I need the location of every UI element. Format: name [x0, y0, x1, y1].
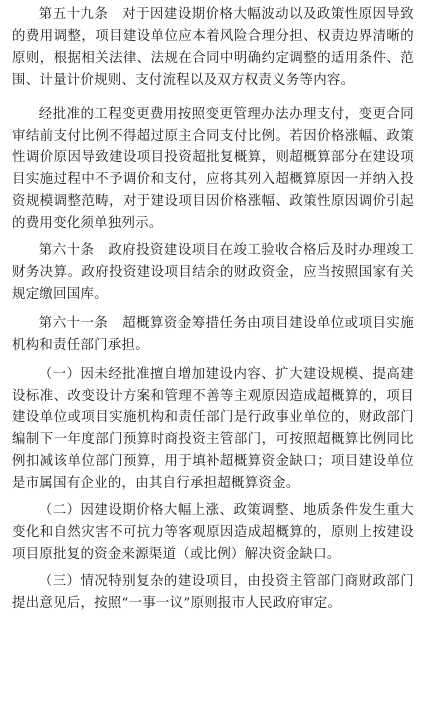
article-59-paragraph: 第五十九条 对于因建设期价格大幅波动以及政策性原因导致的费用调整，项目建设单位应本着风险合理分担、权责边界清晰的原则，根据相关法律、法规在合同中明确约定调整的适用条件、范围、计量计价规则、支付流程以及双方权责义务等内容。 [12, 7, 414, 88]
clause-3-paragraph: （三）情况特别复杂的建设项目，由投资主管部门商财政部门提出意见后，按照“一事一议”原则报市人民政府审定。 [12, 573, 414, 611]
article-61-paragraph: 第六十一条 超概算资金筹措任务由项目建设单位或项目实施机构和责任部门承担。 [12, 315, 414, 353]
article-60-paragraph: 第六十条 政府投资建设项目在竣工验收合格后及时办理竣工财务决算。政府投资建设项目结余的财政资金，应当按照国家有关规定缴回国库。 [12, 243, 414, 302]
clause-1-paragraph: （一）因未经批准擅自增加建设内容、扩大建设规模、提高建设标准、改变设计方案和管理不善等主观原因造成超概算的，项目建设单位或项目实施机构和责任部门是行政事业单位的，财政部门编制下一年度部门预算时商投资主管部门，可按照超概算比例同比例扣减该单位部门预算，用于填补超概算资金缺口；项目建设单位是市属国有企业的，由其自行承担超概算资金。 [12, 366, 414, 492]
change-payment-paragraph: 经批准的工程变更费用按照变更管理办法办理支付，变更合同审结前支付比例不得超过原主合同支付比例。若因价格涨幅、政策性调价原因导致建设项目投资超批复概算，则超概算部分在建设项目实施过程中不予调价和支付，应将其列入超概算原因一并纳入投资规模调整范畴，对于建设项目因价格涨幅、政策性原因调价引起的费用变化须单独列示。 [12, 106, 414, 232]
clause-2-paragraph: （二）因建设期价格大幅上涨、政策调整、地质条件发生重大变化和自然灾害不可抗力等客观原因造成超概算的，原则上按建设项目原批复的资金来源渠道（或比例）解决资金缺口。 [12, 503, 414, 562]
